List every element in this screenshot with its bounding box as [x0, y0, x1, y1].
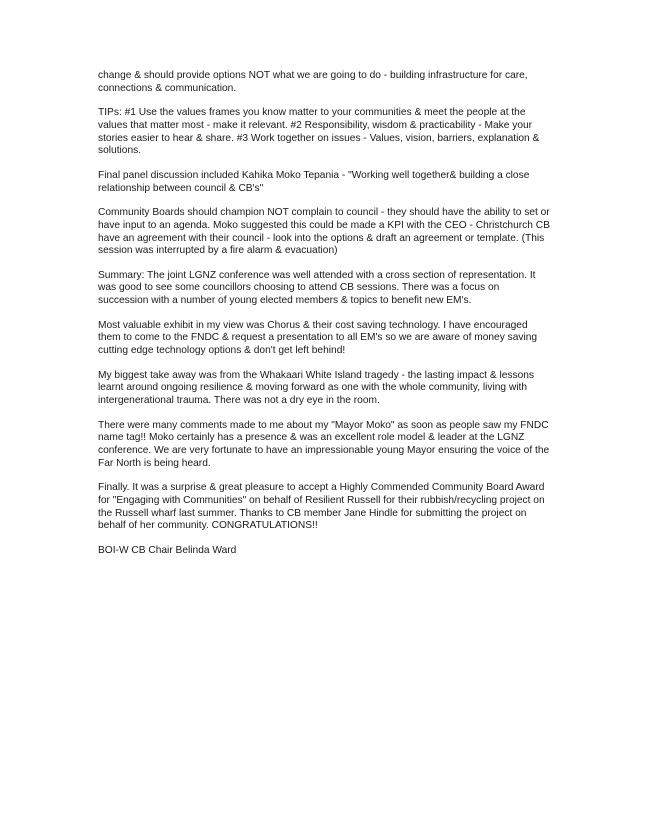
paragraph-take-away: My biggest take away was from the Whakaari White Island tragedy - the lasting impact & lessons learnt around ongoing resilience & moving forward as one with the whole community, living with intergenerational trauma. There was not a dry eye in the room. [98, 369, 534, 406]
paragraph-final-panel: Final panel discussion included Kahika Moko Tepania - "Working well together& building a close relationship between council & CB's" [98, 169, 530, 194]
paragraph-summary: Summary: The joint LGNZ conference was well attended with a cross section of representation. It was good to see some councillors choosing to attend CB sessions. There was a focus on succession with a number of young elected members & topics to benefit new EM's. [98, 269, 536, 307]
document-body [98, 70, 550, 570]
paragraph-award: Finally. It was a surprise & great pleasure to accept a Highly Commended Community Board Award for "Engaging with Communities" on behalf of Resilient Russell for their rubbish/recycling project on the Russell wharf last summer. Thanks to CB member Jane Hindle for submitting the project on behalf of her community. CONGRATULATIONS!! [98, 482, 545, 532]
paragraph-community-boards: Community Boards should champion NOT complain to council - they should have the ability to set or have input to an agenda. Moko suggested this could be made a KPI with the CEO - Christchurch CB have an agreement with their council - look into the options & draft an agreement or template. (This session was interrupted by a fire alarm & evacuation) [98, 207, 550, 257]
paragraph-valuable-exhibit: Most valuable exhibit in my view was Chorus & their cost saving technology. I have encouraged them to come to the FNDC & request a presentation to all EM's so we are aware of money saving cutting edge technology options & don't get left behind! [98, 319, 538, 357]
paragraph-mayor-moko: There were many comments made to me about my "Mayor Moko" as soon as people saw my FNDC name tag!! Moko certainly has a presence & was an excellent role model & leader at the LGNZ conference. We are very fortunate to have an impressionable young Mayor ensuring the voice of the Far North is being heard. [98, 419, 550, 469]
signature-line: BOI-W CB Chair Belinda Ward [98, 544, 237, 556]
paragraph-infrastructure: change & should provide options NOT what we are going to do - building infrastructure for care, connections & communication. [98, 70, 528, 94]
paragraph-tips: TIPs: #1 Use the values frames you know matter to your communities & meet the people at the values that matter most - make it relevant. #2 Responsibility, wisdom & practicability - Make your stories easier to hear & share. #3 Work together on issues - Values, vision, barriers, explanation & solutions. [98, 107, 540, 157]
